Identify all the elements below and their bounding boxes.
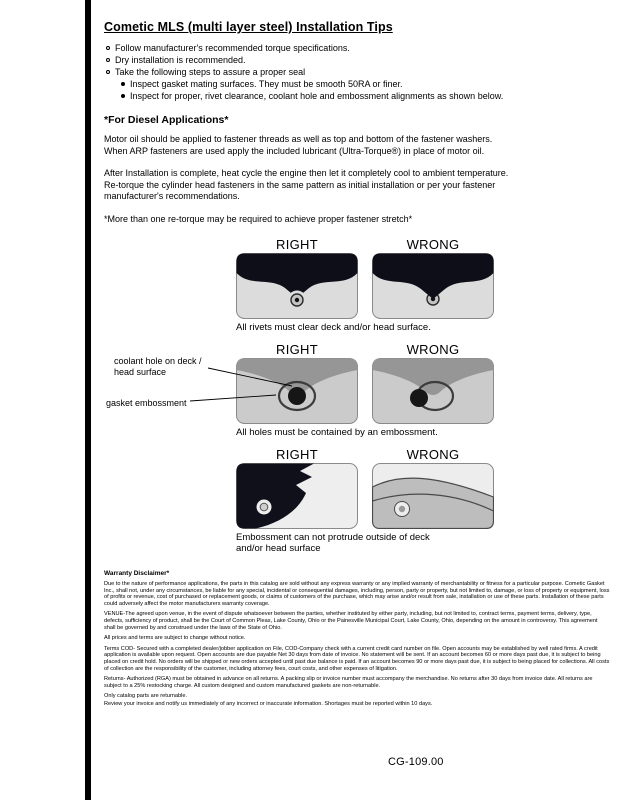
embossment-right-diagram <box>236 358 358 424</box>
wrong-column <box>372 237 494 319</box>
diagram-pair <box>236 447 494 529</box>
wrong-column <box>372 342 494 424</box>
protrusion-right-diagram <box>236 463 358 529</box>
bullet-filled-icon <box>121 82 125 86</box>
embossment-wrong-diagram <box>372 358 494 424</box>
diagram-row-rivets <box>104 237 610 333</box>
page-number: CG-109.00 <box>388 756 444 768</box>
rivet-right-diagram <box>236 253 358 319</box>
diagram-row-embossment <box>104 342 610 438</box>
diagram-pair <box>236 237 494 319</box>
left-border-bar <box>85 0 91 800</box>
list-item <box>104 66 610 78</box>
wrong-label: WRONG <box>406 342 460 357</box>
list-item <box>104 90 610 102</box>
tip-text: Dry installation is recommended. <box>115 55 246 65</box>
list-item <box>104 42 610 54</box>
installation-tips-list <box>104 42 610 102</box>
right-label: RIGHT <box>276 447 318 462</box>
diesel-paragraph-1: Motor oil should be applied to fastener threads as well as top and bottom of the fastener washers. When ARP fasteners are used apply the included lubricant (Ultra-Torque®) in place of motor oil. <box>104 134 493 156</box>
disclaimer-paragraph: All prices and terms are subject to change without notice. <box>104 635 246 642</box>
right-label: RIGHT <box>276 342 318 357</box>
disclaimer-paragraph: VENUE-The agreed upon venue, in the event of dispute whatsoever between the parties, whether instituted by either party, including, but not limited to, contract terms, payment terms, delivery, type, defects, sufficiency of product, shall be the Court of Common Pleas, Lake County, Ohio or the Painesville Municipal Court, Lake County, Ohio, depending on the amount in controversy. This agreement shall be governed by and construed under the laws of the State of Ohio. <box>104 611 598 631</box>
disclaimer-paragraph: Due to the nature of performance applications, the parts in this catalog are sold without any express warranty or any implied warranty of merchantability or fitness for a particular purpose. Cometic Gasket Inc., shall not, under any circumstances, be liable for any special, incidental or consequential damages, including, person, party or property, but not limited to, damage, or loss of property or equipment, loss of profits or revenue, cost of purchased or replacement goods, or claims of customers of the purchase, which may arise and/or result from sale, installation or use of these parts. Installation of these parts could adversely affect the motor manufacturers warranty coverage. <box>104 581 610 607</box>
tip-text: Inspect for proper, rivet clearance, coolant hole and embossment alignments as shown below. <box>130 91 504 101</box>
tip-text: Take the following steps to assure a proper seal <box>115 67 306 77</box>
right-label: RIGHT <box>276 237 318 252</box>
diesel-paragraph-2: After Installation is complete, heat cycle the engine then let it completely cool to ambient temperature. Re-torque the cylinder head fasteners in the same pattern as initial installation or per your fastener manufacturer's recommendations. <box>104 168 509 201</box>
diesel-applications-heading: *For Diesel Applications* <box>104 114 229 126</box>
wrong-label: WRONG <box>406 447 460 462</box>
right-column <box>236 237 358 319</box>
diagram-caption: Embossment can not protrude outside of deck and/or head surface <box>236 532 430 554</box>
gasket-embossment-label: gasket embossment <box>106 398 187 408</box>
retorque-note: *More than one re-torque may be required to achieve proper fastener stretch* <box>104 213 413 224</box>
diagram-caption: All rivets must clear deck and/or head surface. <box>236 322 431 333</box>
tip-text: Follow manufacturer's recommended torque specifications. <box>115 43 350 53</box>
list-item <box>104 54 610 66</box>
page-title: Cometic MLS (multi layer steel) Installation Tips <box>104 20 393 34</box>
list-item <box>104 78 610 90</box>
right-column <box>236 447 358 529</box>
wrong-column <box>372 447 494 529</box>
right-column <box>236 342 358 424</box>
protrusion-wrong-diagram <box>372 463 494 529</box>
bullet-icon <box>106 70 110 74</box>
bullet-filled-icon <box>121 94 125 98</box>
warranty-disclaimer-section <box>104 570 610 708</box>
disclaimer-paragraph: Terms COD- Secured with a completed dealer/jobber application on File, COD-Company check with a current credit card number on file. Open accounts may be established by well rated firms. A credit application is available upon request. Open accounts are due payable Net 30 days from date of invoice. No statement will be sent. If an account becomes 60 or more days past due, it is subject to being placed on credit hold. No orders will be shipped or new orders accepted until past due balance is paid. If an account becomes 90 or more days past due, it is subject to being placed for collections. All costs of collection are the responsibility of the customer, including attorney fees, court costs, and other expenses of litigation. <box>104 645 610 672</box>
bullet-icon <box>106 58 110 62</box>
diagram-pair <box>236 342 494 424</box>
disclaimer-paragraph: Only catalog parts are returnable. <box>104 693 188 700</box>
diagram-row-protrusion <box>104 447 610 554</box>
tip-text: Inspect gasket mating surfaces. They must be smooth 50RA or finer. <box>130 79 403 89</box>
disclaimer-paragraph: Returns- Authorized (RGA) must be obtained in advance on all returns. A packing slip or invoice number must accompany the merchandise. No returns after 30 days from invoice date. All returns are subject to a 25% restocking charge. All custom designed and custom manufactured gaskets are non-returnable. <box>104 676 593 689</box>
disclaimer-heading: Warranty Disclaimer* <box>104 570 170 577</box>
coolant-hole-label: coolant hole on deck / head surface <box>114 356 202 377</box>
wrong-label: WRONG <box>406 237 460 252</box>
diagram-caption: All holes must be contained by an embossment. <box>236 427 438 438</box>
disclaimer-paragraph: Review your invoice and notify us immediately of any incorrect or inaccurate information. Shortages must be reported within 10 days. <box>104 700 433 707</box>
bullet-icon <box>106 46 110 50</box>
page-content <box>104 20 610 712</box>
rivet-wrong-diagram <box>372 253 494 319</box>
